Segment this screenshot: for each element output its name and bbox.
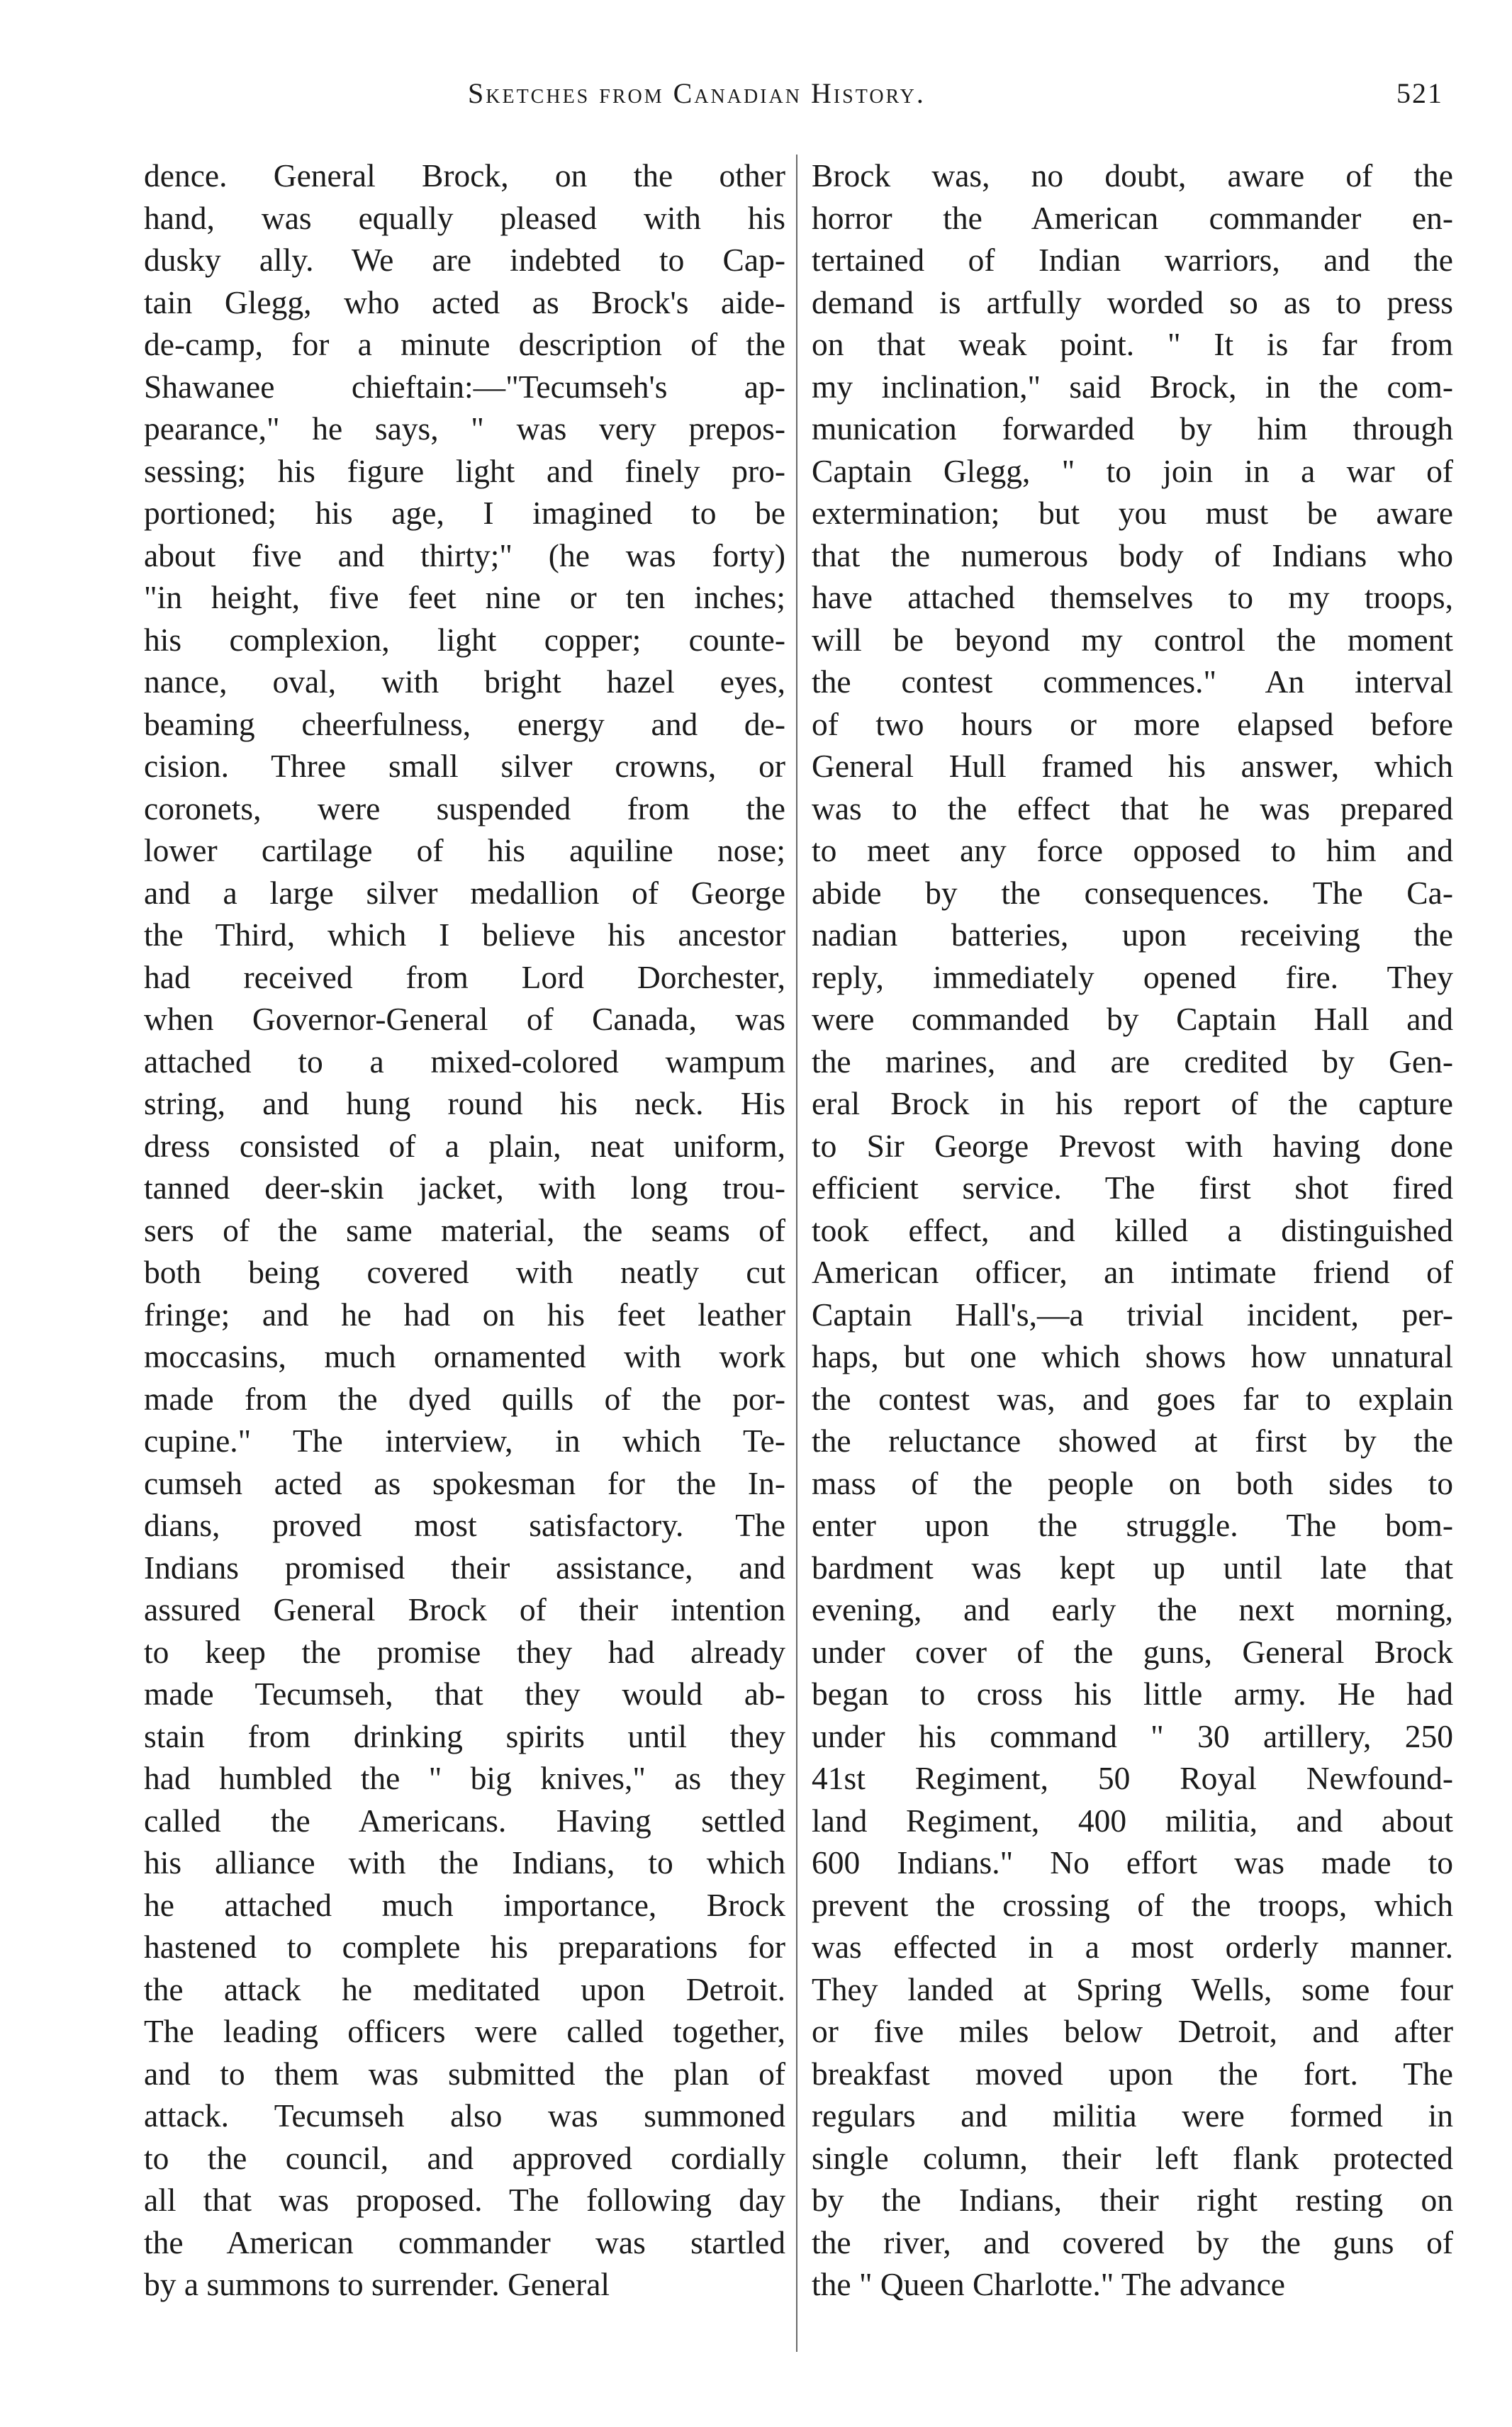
text-line: cupine." The interview, in which Te- (144, 1423, 785, 1459)
text-line: Brock was, no doubt, aware of the (812, 157, 1453, 194)
text-line: or five miles below Detroit, and after (812, 2013, 1453, 2049)
text-line: the river, and covered by the guns of (812, 2224, 1453, 2260)
text-line: under his command " 30 artillery, 250 (812, 1717, 1453, 1754)
text-line: General Hull framed his answer, which (812, 748, 1453, 784)
text-line: Captain Hall's,—a trivial incident, per- (812, 1296, 1453, 1333)
text-line: was effected in a most orderly manner. (812, 1929, 1453, 1965)
text-line: de-camp, for a minute description of the (144, 326, 785, 362)
text-line: 41st Regiment, 50 Royal Newfound- (812, 1760, 1453, 1796)
text-line: mass of the people on both sides to (812, 1464, 1453, 1501)
text-line: bardment was kept up until late that (812, 1549, 1453, 1586)
text-line: and a large silver medallion of George (144, 874, 785, 911)
text-line: the reluctance showed at first by the (812, 1423, 1453, 1459)
text-line: was to the effect that he was prepared (812, 790, 1453, 826)
text-line: attached to a mixed-colored wampum (144, 1043, 785, 1080)
text-line: dians, proved most satisfactory. The (144, 1507, 785, 1543)
text-line: fringe; and he had on his feet leather (144, 1296, 785, 1333)
text-line: haps, but one which shows how unnatural (812, 1338, 1453, 1374)
text-line: to meet any force opposed to him and (812, 832, 1453, 868)
text-line: were commanded by Captain Hall and (812, 1001, 1453, 1037)
text-line: that the numerous body of Indians who (812, 537, 1453, 573)
text-line: dence. General Brock, on the other (144, 157, 785, 194)
text-line: assured General Brock of their intention (144, 1591, 785, 1627)
text-line: made from the dyed quills of the por- (144, 1380, 785, 1417)
text-line: called the Americans. Having settled (144, 1802, 785, 1839)
page-number: 521 (1396, 77, 1443, 109)
text-line: horror the American commander en- (812, 199, 1453, 236)
text-line: about five and thirty;" (he was forty) (144, 537, 785, 573)
text-line: took effect, and killed a distinguished (812, 1211, 1453, 1248)
text-line: all that was proposed. The following day (144, 2182, 785, 2218)
text-line: efficient service. The first shot fired (812, 1170, 1453, 1206)
text-line: stain from drinking spirits until they (144, 1717, 785, 1754)
text-line: had received from Lord Dorchester, (144, 958, 785, 995)
text-line: my inclination," said Brock, in the com- (812, 368, 1453, 405)
text-line: to Sir George Prevost with having done (812, 1127, 1453, 1164)
text-line: had humbled the " big knives," as they (144, 1760, 785, 1796)
text-line: dusky ally. We are indebted to Cap- (144, 242, 785, 278)
text-line: abide by the consequences. The Ca- (812, 874, 1453, 911)
text-line: nadian batteries, upon receiving the (812, 917, 1453, 953)
text-line: when Governor-General of Canada, was (144, 1001, 785, 1037)
text-line: the " Queen Charlotte." The advance (812, 2266, 1285, 2302)
text-line: by the Indians, their right resting on (812, 2182, 1453, 2218)
text-line: sessing; his figure light and finely pro- (144, 452, 785, 489)
text-line: evening, and early the next morning, (812, 1591, 1453, 1627)
text-line: the contest was, and goes far to explain (812, 1380, 1453, 1417)
text-line: have attached themselves to my troops, (812, 579, 1453, 615)
text-line: prevent the crossing of the troops, which (812, 1886, 1453, 1923)
text-line: the American commander was startled (144, 2224, 785, 2260)
text-line: and to them was submitted the plan of (144, 2055, 785, 2092)
text-line: to keep the promise they had already (144, 1633, 785, 1670)
text-line: by a summons to surrender. General (144, 2266, 610, 2302)
text-line: the marines, and are credited by Gen- (812, 1043, 1453, 1080)
text-line: The leading officers were called together, (144, 2013, 785, 2049)
text-line: Shawanee chieftain:—"Tecumseh's ap- (144, 368, 785, 405)
text-line: the contest commences." An interval (812, 663, 1453, 700)
text-line: his alliance with the Indians, to which (144, 1844, 785, 1880)
text-line: coronets, were suspended from the (144, 790, 785, 826)
text-line: breakfast moved upon the fort. The (812, 2055, 1453, 2092)
text-line: cumseh acted as spokesman for the In- (144, 1464, 785, 1501)
text-line: the attack he meditated upon Detroit. (144, 1971, 785, 2007)
text-line: tertained of Indian warriors, and the (812, 242, 1453, 278)
text-line: of two hours or more elapsed before (812, 705, 1453, 742)
text-line: tain Glegg, who acted as Brock's aide- (144, 284, 785, 320)
text-line: demand is artfully worded so as to press (812, 284, 1453, 320)
text-line: will be beyond my control the moment (812, 621, 1453, 658)
text-line: dress consisted of a plain, neat uniform, (144, 1127, 785, 1164)
text-line: beaming cheerfulness, energy and de- (144, 705, 785, 742)
text-line: lower cartilage of his aquiline nose; (144, 832, 785, 868)
text-line: munication forwarded by him through (812, 410, 1453, 447)
text-line: his complexion, light copper; counte- (144, 621, 785, 658)
text-line: Captain Glegg, " to join in a war of (812, 452, 1453, 489)
left-text-column (144, 155, 785, 2306)
text-line: reply, immediately opened fire. They (812, 958, 1453, 995)
text-line: cision. Three small silver crowns, or (144, 748, 785, 784)
text-line: hastened to complete his preparations for (144, 1929, 785, 1965)
running-title: Sketches from Canadian History. (468, 77, 926, 109)
text-line: on that weak point. " It is far from (812, 326, 1453, 362)
text-line: under cover of the guns, General Brock (812, 1633, 1453, 1670)
text-line: eral Brock in his report of the capture (812, 1085, 1453, 1121)
column-divider (796, 155, 797, 2352)
text-line: the Third, which I believe his ancestor (144, 917, 785, 953)
right-text-column (812, 155, 1453, 2306)
text-line: made Tecumseh, that they would ab- (144, 1676, 785, 1712)
text-line: tanned deer-skin jacket, with long trou- (144, 1170, 785, 1206)
text-line: pearance," he says, " was very prepos- (144, 410, 785, 447)
text-line: "in height, five feet nine or ten inches; (144, 579, 785, 615)
text-line: extermination; but you must be aware (812, 495, 1453, 531)
text-line: nance, oval, with bright hazel eyes, (144, 663, 785, 700)
text-line: attack. Tecumseh also was summoned (144, 2097, 785, 2134)
text-line: American officer, an intimate friend of (812, 1254, 1453, 1290)
text-line: sers of the same material, the seams of (144, 1211, 785, 1248)
text-line: enter upon the struggle. The bom- (812, 1507, 1453, 1543)
text-line: Indians promised their assistance, and (144, 1549, 785, 1586)
page-header (0, 77, 1512, 133)
text-line: regulars and militia were formed in (812, 2097, 1453, 2134)
text-line: to the council, and approved cordially (144, 2139, 785, 2176)
text-line: began to cross his little army. He had (812, 1676, 1453, 1712)
text-line: both being covered with neatly cut (144, 1254, 785, 1290)
text-line: land Regiment, 400 militia, and about (812, 1802, 1453, 1839)
text-line: portioned; his age, I imagined to be (144, 495, 785, 531)
text-line: hand, was equally pleased with his (144, 199, 785, 236)
text-line: single column, their left flank protected (812, 2139, 1453, 2176)
text-line: 600 Indians." No effort was made to (812, 1844, 1453, 1880)
text-line: string, and hung round his neck. His (144, 1085, 785, 1121)
text-line: They landed at Spring Wells, some four (812, 1971, 1453, 2007)
text-line: moccasins, much ornamented with work (144, 1338, 785, 1374)
text-line: he attached much importance, Brock (144, 1886, 785, 1923)
